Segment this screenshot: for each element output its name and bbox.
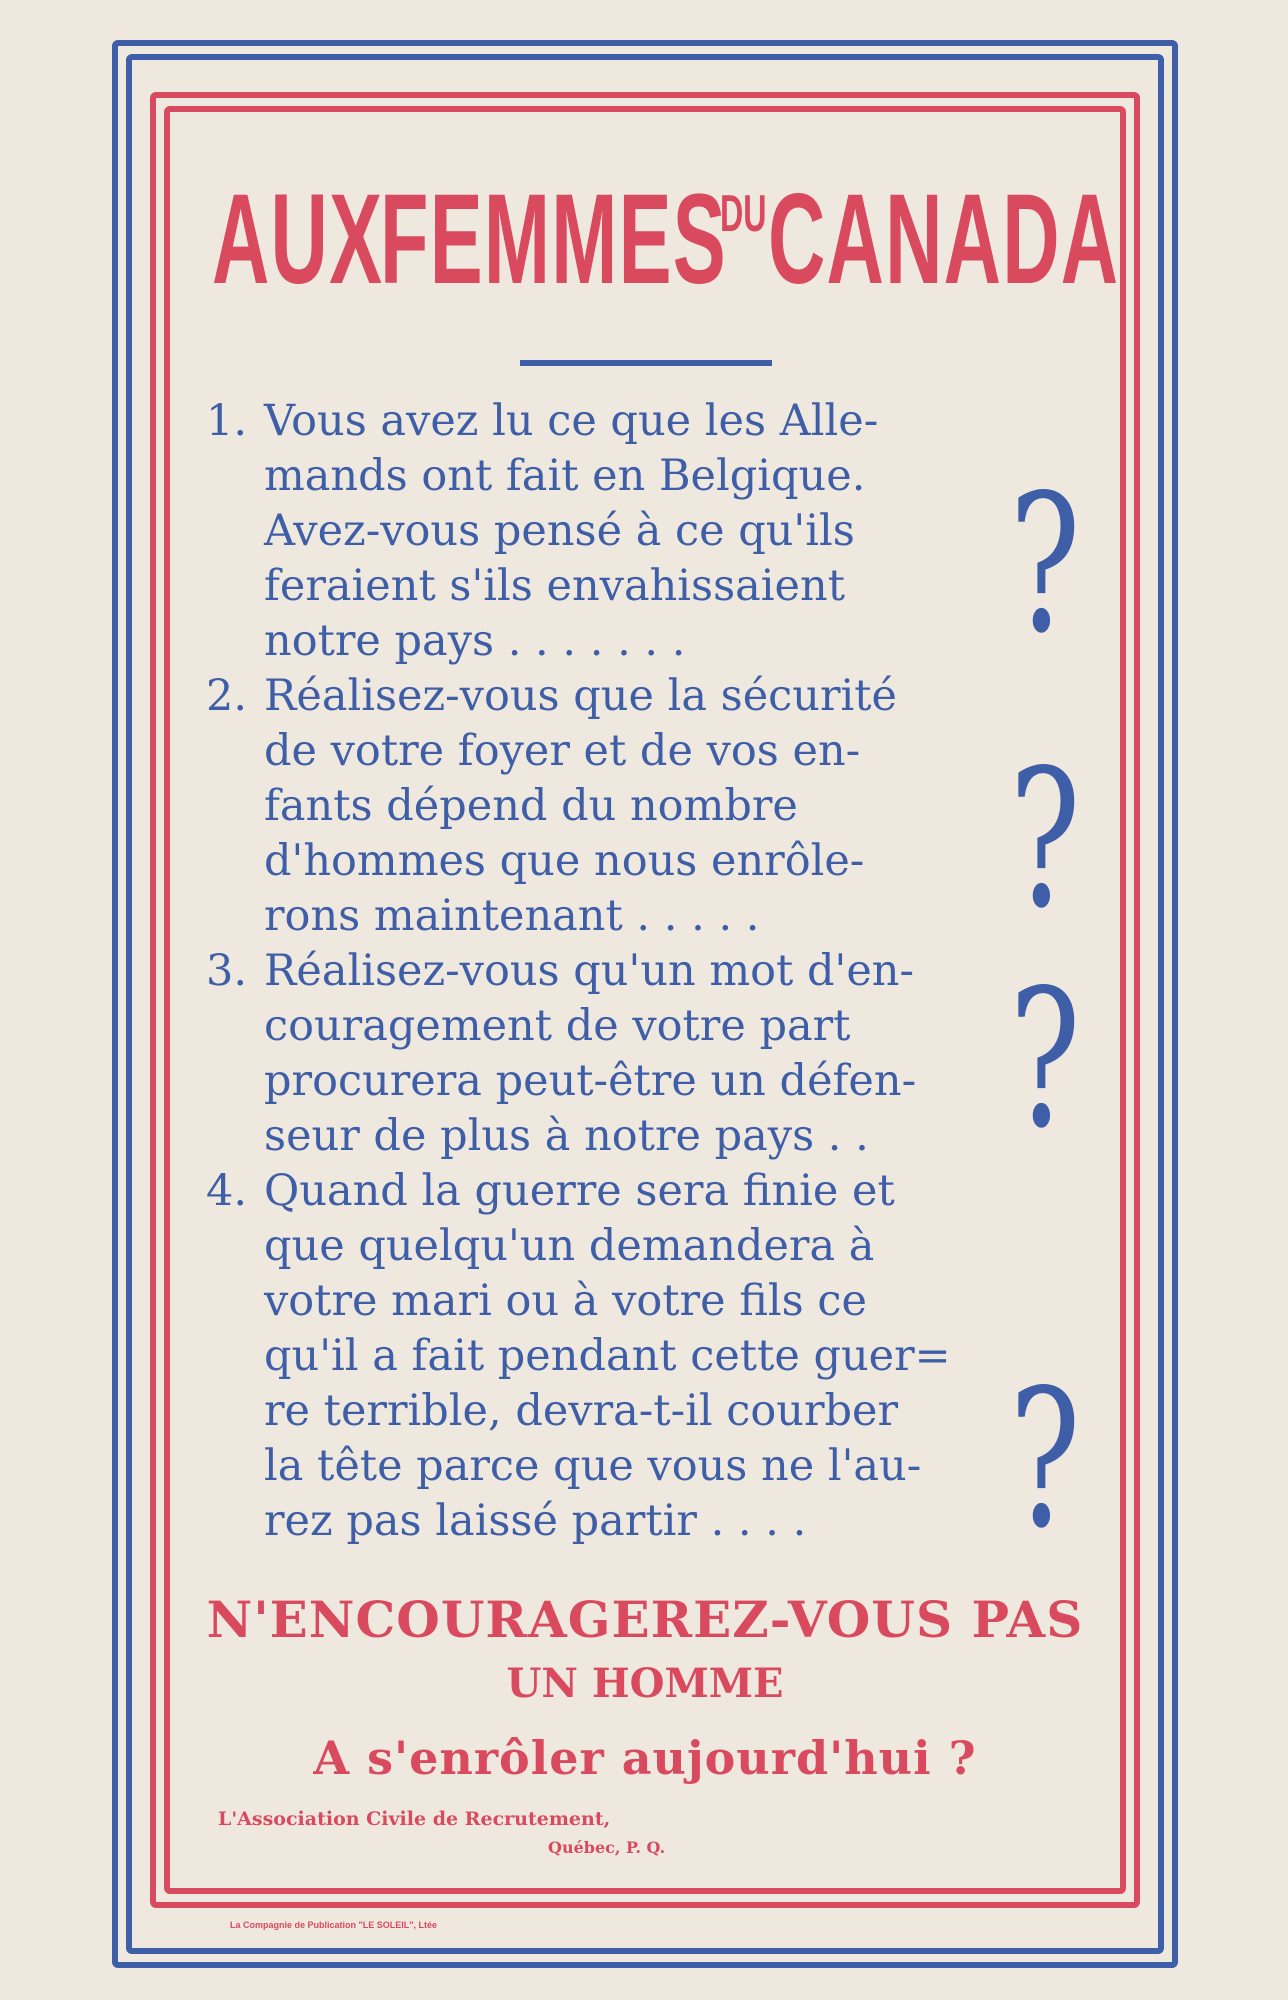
question-4 — [206, 1164, 966, 1549]
question-line: votre mari ou à votre fils ce — [264, 1276, 867, 1326]
poster-title — [200, 140, 1120, 340]
question-list — [206, 394, 966, 1549]
question-mark-icon: ? — [1009, 729, 1081, 950]
question-line: d'hommes que nous enrôle- — [264, 836, 865, 886]
closing-line-1: N'ENCOURAGEREZ-VOUS PAS — [206, 1590, 1084, 1649]
printer-credit: La Compagnie de Publication "LE SOLEIL", Ltée — [230, 1920, 438, 1930]
question-number: 1. — [206, 396, 248, 446]
closing-line-2: UN HOMME — [506, 1660, 784, 1707]
question-line: qu'il a fait pendant cette guer= — [264, 1331, 951, 1381]
title-divider — [520, 360, 772, 366]
question-line: la tête parce que vous ne l'au- — [264, 1441, 922, 1491]
question-line: couragement de votre part — [264, 1001, 851, 1051]
question-line: rons maintenant . . . . . — [264, 891, 760, 941]
question-line: Réalisez-vous que la sécurité — [264, 671, 897, 721]
question-mark-icon: ? — [1009, 949, 1081, 1170]
question-3 — [206, 944, 966, 1164]
title-word-canada: CANADA — [768, 168, 1120, 311]
question-line: Vous avez lu ce que les Alle- — [264, 396, 879, 446]
question-line: de votre foyer et de vos en- — [264, 726, 861, 776]
question-line: rez pas laissé partir . . . . — [264, 1496, 807, 1546]
question-mark-icon: ? — [1009, 1349, 1081, 1570]
closing-line-3: A s'enrôler aujourd'hui ? — [313, 1731, 977, 1785]
question-line: procurera peut-être un défen- — [264, 1056, 917, 1106]
question-2 — [206, 669, 966, 944]
question-line: que quelqu'un demandera à — [264, 1221, 875, 1271]
title-word-femmes: FEMMES — [380, 168, 727, 311]
question-line: Réalisez-vous qu'un mot d'en- — [264, 946, 914, 996]
question-1 — [206, 394, 966, 669]
question-number: 4. — [206, 1166, 248, 1216]
question-number: 3. — [206, 946, 248, 996]
question-line: Quand la guerre sera finie et — [264, 1166, 895, 1216]
question-number: 2. — [206, 671, 248, 721]
title-word-du: DU — [720, 185, 767, 243]
title-word-aux: AUX — [212, 168, 384, 311]
question-line: mands ont fait en Belgique. — [264, 451, 866, 501]
question-line: Avez-vous pensé à ce qu'ils — [264, 506, 855, 556]
question-line: re terrible, devra-t-il courber — [264, 1386, 899, 1436]
question-line: notre pays . . . . . . . — [264, 616, 686, 666]
association-name: L'Association Civile de Recrutement, — [218, 1808, 611, 1830]
association-city: Québec, P. Q. — [548, 1838, 666, 1857]
question-line: feraient s'ils envahissaient — [264, 561, 845, 611]
question-line: fants dépend du nombre — [264, 781, 798, 831]
question-line: seur de plus à notre pays . . — [264, 1111, 869, 1161]
question-mark-icon: ? — [1009, 454, 1081, 675]
